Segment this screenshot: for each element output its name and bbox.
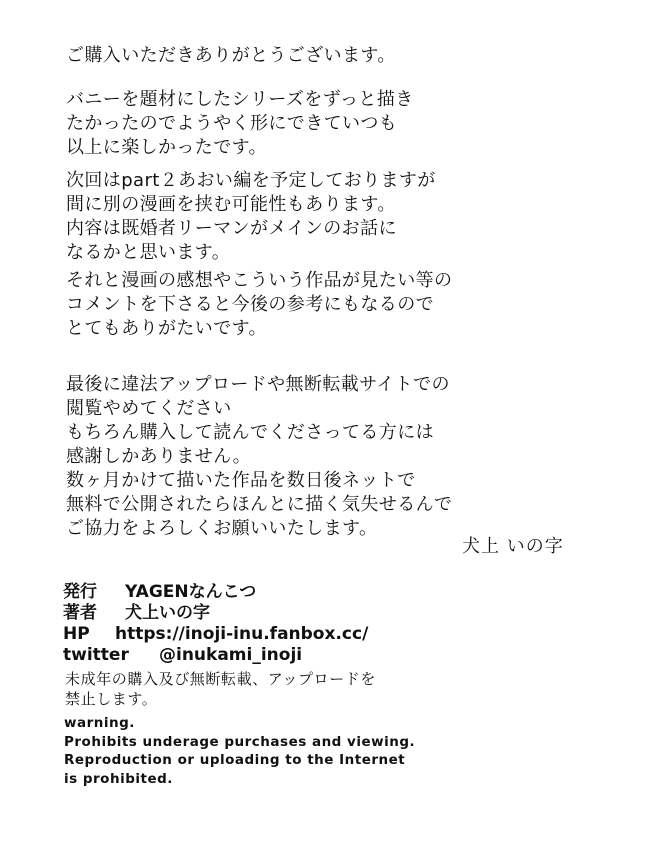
- text-line: 閲覧やめてください: [66, 398, 232, 419]
- piracy-paragraph: [66, 373, 452, 541]
- greeting-paragraph: [66, 44, 396, 68]
- text-line: コメントを下さると今後の参考にもなるので: [66, 294, 434, 315]
- hp-row: [63, 624, 368, 645]
- warning-heading: warning.: [64, 715, 135, 731]
- text-line: 以上に楽しかったです。: [66, 137, 267, 158]
- twitter-label: twitter: [63, 645, 129, 665]
- text-line: 未成年の購入及び無断転載、アップロードを: [65, 670, 376, 688]
- text-line: Prohibits underage purchases and viewing.: [64, 733, 416, 750]
- text-line: とてもありがたいです。: [66, 318, 267, 339]
- text-line: 間に別の漫画を挟む可能性もあります。: [66, 194, 396, 215]
- text-line: 禁止します。: [65, 690, 158, 708]
- notice-japanese: [65, 669, 376, 709]
- author-row: [63, 603, 368, 624]
- text-line: バニーを題材にしたシリーズをずっと描き: [66, 89, 414, 110]
- text-line: もちろん購入して読んでくださってる方には: [66, 422, 434, 443]
- text-line: 次回はpart２あおい編を予定しておりますが: [66, 170, 436, 191]
- publisher-name: YAGENなんこつ: [125, 582, 257, 602]
- text-line: たかったのでようやく形にできていつも: [66, 113, 398, 134]
- hp-url: https://inoji-inu.fanbox.cc/: [115, 624, 369, 644]
- publisher-row: [63, 582, 368, 603]
- text-line: それと漫画の感想やこういう作品が見たい等の: [66, 270, 453, 291]
- text-line: 内容は既婚者リーマンがメインのお話に: [66, 218, 397, 239]
- text-line: Reproduction or uploading to the Internet: [64, 752, 406, 768]
- hp-label: HP: [63, 624, 90, 644]
- text-line: 無料で公開されたらほんとに描く気失せるんで: [66, 494, 453, 515]
- text-line: 感謝しかありません。: [66, 446, 252, 467]
- author-label: 著者: [63, 603, 97, 623]
- text-line: 最後に違法アップロードや無断転載サイトでの: [66, 374, 450, 395]
- text-line: is prohibited.: [64, 770, 173, 787]
- warning-english: [64, 714, 415, 788]
- text-line: 数ヶ月かけて描いた作品を数日後ネットで: [66, 470, 416, 491]
- feedback-paragraph: [66, 269, 452, 341]
- publisher-label: 発行: [63, 582, 97, 602]
- twitter-handle: @inukami_inoji: [159, 645, 303, 665]
- text-line: ご購入いただきありがとうございます。: [66, 45, 396, 66]
- text-line: ご協力をよろしくお願いいたします。: [66, 518, 378, 539]
- next-volume-paragraph: [66, 169, 436, 265]
- text-line: なるかと思います。: [66, 242, 231, 263]
- series-paragraph: [66, 88, 414, 160]
- author-signature: 犬上 いの字: [462, 536, 564, 557]
- author-name: 犬上いの字: [125, 603, 210, 623]
- colophon: [63, 582, 368, 666]
- twitter-row: [63, 645, 368, 666]
